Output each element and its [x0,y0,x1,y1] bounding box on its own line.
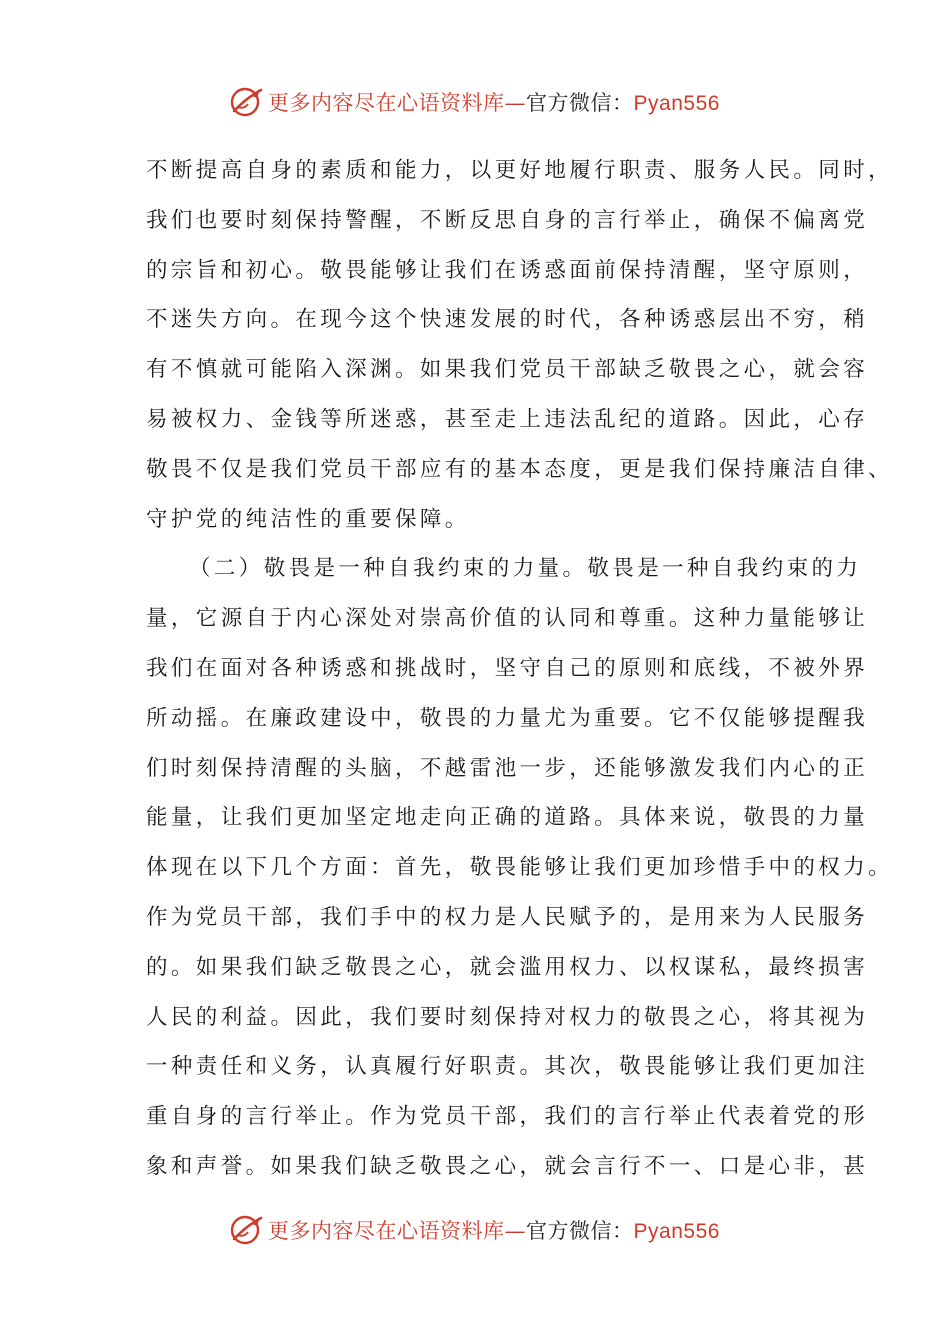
body-line: 们时刻保持清醒的头脑，不越雷池一步，还能够激发我们内心的正 [146,755,869,781]
footer-brand: 更多内容尽在心语资料库 [268,1219,505,1243]
body-line: 我们也要时刻保持警醒，不断反思自身的言行举止，确保不偏离党 [146,207,869,233]
pen-swirl-logo-icon [230,1213,264,1247]
body-line: 能量，让我们更加坚定地走向正确的道路。具体来说，敬畏的力量 [146,805,869,831]
header-dash: — [504,91,527,115]
body-line: 量，它源自于内心深处对崇高价值的认同和尊重。这种力量能够让 [146,606,869,632]
footer-watermark-banner [0,1210,950,1250]
section-heading-line: （二）敬畏是一种自我约束的力量。敬畏是一种自我约束的力 [189,556,862,582]
header-label: 官方微信： [526,91,634,115]
document-body [146,146,894,1192]
body-line: 不迷失方向。在现今这个快速发展的时代，各种诱惑层出不穷，稍 [146,307,869,333]
body-line: 有不慎就可能陷入深渊。如果我们党员干部缺乏敬畏之心，就会容 [146,357,869,383]
body-line: 敬畏不仅是我们党员干部应有的基本态度，更是我们保持廉洁自律、 [146,456,894,482]
footer-label: 官方微信： [526,1219,634,1243]
footer-dash: — [504,1219,527,1243]
body-line: 的。如果我们缺乏敬畏之心，就会滥用权力、以权谋私，最终损害 [146,954,869,980]
body-line: 守护党的纯洁性的重要保障。 [146,506,470,532]
footer-watermark-text [268,1215,720,1245]
header-handle: Pyan556 [633,92,720,115]
body-line: 易被权力、金钱等所迷惑，甚至走上违法乱纪的道路。因此，心存 [146,406,869,432]
header-watermark-banner [0,82,950,122]
body-line: 的宗旨和初心。敬畏能够让我们在诱惑面前保持清醒，坚守原则， [146,257,869,283]
body-line: 体现在以下几个方面：首先，敬畏能够让我们更加珍惜手中的权力。 [146,855,894,881]
body-line: 重自身的言行举止。作为党员干部，我们的言行举止代表着党的形 [146,1104,869,1130]
header-brand: 更多内容尽在心语资料库 [268,91,505,115]
pen-swirl-logo-icon [230,85,264,119]
body-line: 象和声誉。如果我们缺乏敬畏之心，就会言行不一、口是心非，甚 [146,1153,869,1179]
body-line: 所动摇。在廉政建设中，敬畏的力量尤为重要。它不仅能够提醒我 [146,705,869,731]
footer-handle: Pyan556 [633,1220,720,1243]
body-line: 人民的利益。因此，我们要时刻保持对权力的敬畏之心，将其视为 [146,1004,869,1030]
body-line: 一种责任和义务，认真履行好职责。其次，敬畏能够让我们更加注 [146,1054,869,1080]
header-watermark-text [268,87,720,117]
body-line: 不断提高自身的素质和能力，以更好地履行职责、服务人民。同时， [146,158,894,183]
body-line: 作为党员干部，我们手中的权力是人民赋予的，是用来为人民服务 [146,904,869,930]
body-line: 我们在面对各种诱惑和挑战时，坚守自己的原则和底线，不被外界 [146,655,869,681]
